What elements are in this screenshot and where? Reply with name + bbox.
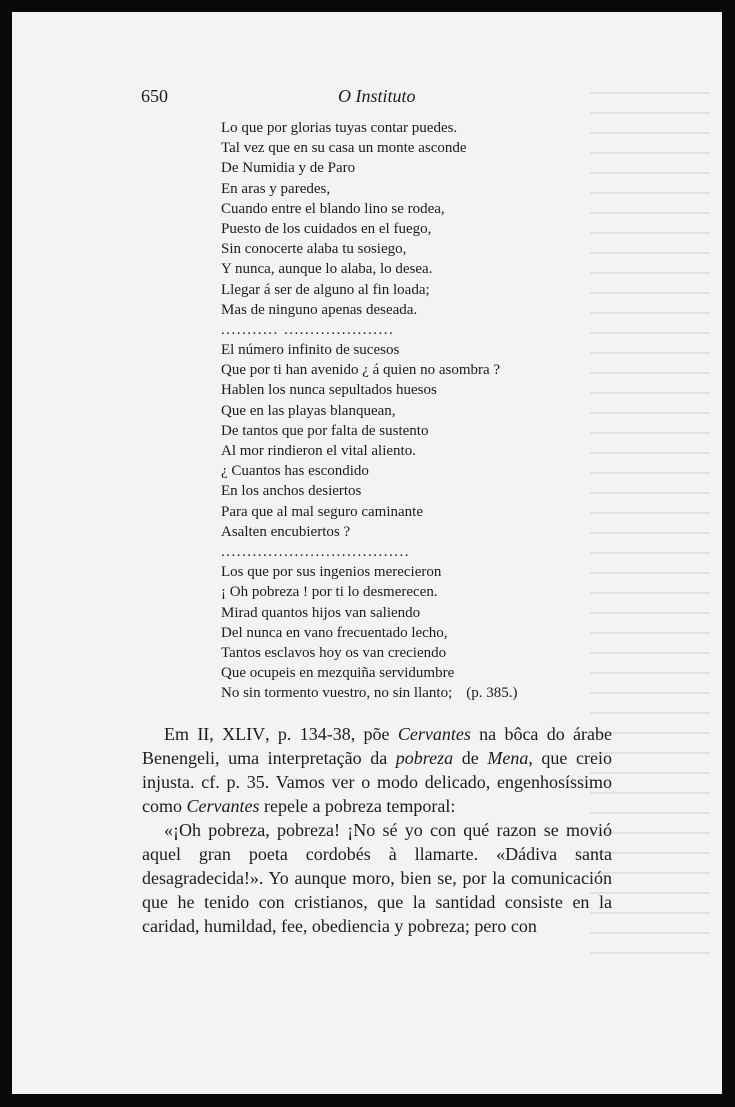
poem-line: En aras y paredes, xyxy=(221,180,331,197)
poem-stanza-3 xyxy=(221,562,571,703)
poem-line: De tantos que por falta de sustento xyxy=(221,422,429,439)
author-name: Cervantes xyxy=(186,796,260,816)
poem-line: De Numidia y de Paro xyxy=(221,160,356,177)
poem-line: Asalten encubiertos ? xyxy=(221,523,351,540)
poem-line: Llegar á ser de alguno al fin loada; xyxy=(221,281,430,298)
paragraph-2: «¡Oh pobreza, pobreza! ¡No sé yo con qué razon se movió aquel gran poeta cordobés à llamarte. «Dádiva santa desagradecida!». Yo aunque moro, bien se, por la comunicación que he tenido con cristianos, que la santidad consiste en la caridad, humildad, fee, obediencia y pobreza; pero con xyxy=(142,820,612,936)
italic-term: pobreza xyxy=(395,748,454,768)
page-number: 650 xyxy=(141,86,168,106)
ellipsis-separator: ........... ..................... xyxy=(221,321,395,338)
poem-line: Sin conocerte alaba tu sosiego, xyxy=(221,241,407,258)
poem-line: Y nunca, aunque lo alaba, lo desea. xyxy=(221,261,433,278)
poem-line: Mirad quantos hijos van saliendo xyxy=(221,604,421,621)
poem-line: Al mor rindieron el vital aliento. xyxy=(221,443,416,459)
volume-reference: II, XLIV xyxy=(197,724,266,744)
poem-line: ¿ Cuantos has escondido xyxy=(221,463,369,480)
poem-line: Mas de ninguno apenas deseada. xyxy=(221,301,418,318)
poem-line: Que en las playas blanquean, xyxy=(221,402,396,419)
paragraph-1: Em II, XLIV, p. 134-38, põe Cervantes na bôca do árabe Benengeli, uma interpretação da pobreza de Mena, que creio injusta. cf. p. 35. Vamos ver o modo delicado, engenhosíssimo como Cervantes repele a pobreza temporal: xyxy=(142,724,613,816)
poem-last-line: No sin tormento vuestro, no sin llanto; xyxy=(221,685,453,702)
poem-line: Los que por sus ingenios merecieron xyxy=(221,564,442,581)
poem-line: Tal vez que en su casa un monte asconde xyxy=(221,140,467,157)
poem-line: Cuando entre el blando lino se rodea, xyxy=(221,200,445,217)
poem-line: En los anchos desiertos xyxy=(221,483,362,500)
poem-line: Del nunca en vano frecuentado lecho, xyxy=(221,624,448,641)
book-page xyxy=(12,12,722,1094)
running-title: O Instituto xyxy=(338,86,416,106)
poem-line: Para que al mal seguro caminante xyxy=(221,503,424,520)
poem-line: Puesto de los cuidados en el fuego, xyxy=(221,220,432,237)
poem-line: El número infinito de sucesos xyxy=(221,342,400,359)
poem-line: ¡ Oh pobreza ! por ti lo desmerecen. xyxy=(221,584,438,601)
poem-line xyxy=(221,683,571,703)
poem-line: Lo que por glorias tuyas contar puedes. xyxy=(221,120,458,136)
poem-line: Tantos esclavos hoy os van creciendo xyxy=(221,644,447,661)
author-name: Mena xyxy=(487,748,529,768)
author-name: Cervantes xyxy=(397,724,471,744)
page-header xyxy=(12,86,722,112)
poem-stanza-1 xyxy=(221,118,571,320)
poem-quotation xyxy=(221,118,571,703)
poem-line: Que por ti han avenido ¿ á quien no asombra ? xyxy=(221,362,501,379)
ellipsis-separator: .................................... xyxy=(221,543,410,560)
body-text xyxy=(142,722,612,938)
poem-line: Que ocupeis en mezquiña servidumbre xyxy=(221,665,455,682)
page-citation: (p. 385.) xyxy=(466,685,518,702)
poem-line: Hablen los nunca sepultados huesos xyxy=(221,382,437,399)
poem-stanza-2 xyxy=(221,340,571,542)
